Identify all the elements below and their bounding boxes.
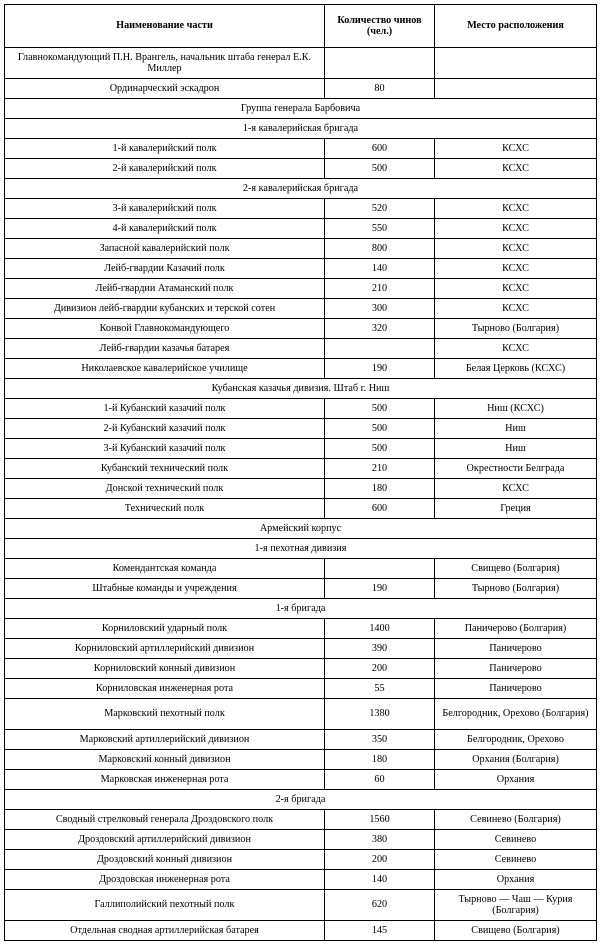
table-row xyxy=(5,479,597,499)
cell-location: Ниш xyxy=(435,419,597,439)
cell-name: Лейб-гвардии Казачий полк xyxy=(5,259,325,279)
cell-location: КСХС xyxy=(435,279,597,299)
cell-count: 500 xyxy=(325,439,435,459)
cell-name: 2-й кавалерийский полк xyxy=(5,159,325,179)
cell-location: Паничерово (Болгария) xyxy=(435,619,597,639)
cell-count: 500 xyxy=(325,159,435,179)
table-row xyxy=(5,639,597,659)
table-row xyxy=(5,770,597,790)
table-row xyxy=(5,79,597,99)
table-row xyxy=(5,459,597,479)
cell-location: Севинево xyxy=(435,830,597,850)
header-location: Место расположения xyxy=(435,5,597,48)
cell-count: 350 xyxy=(325,730,435,750)
section-title: Группа генерала Барбовича xyxy=(5,99,597,119)
cell-name: Марковский артиллерийский дивизион xyxy=(5,730,325,750)
cell-location: КСХС xyxy=(435,259,597,279)
cell-count: 145 xyxy=(325,921,435,941)
cell-location: КСХС xyxy=(435,219,597,239)
cell-name: Штабные команды и учреждения xyxy=(5,579,325,599)
cell-count: 210 xyxy=(325,279,435,299)
cell-location: Белгородник, Орехово xyxy=(435,730,597,750)
cell-name: Конвой Главнокомандующего xyxy=(5,319,325,339)
cell-name: Сводный стрелковый генерала Дроздовского полк xyxy=(5,810,325,830)
table-row xyxy=(5,810,597,830)
table-row xyxy=(5,359,597,379)
table-row xyxy=(5,659,597,679)
section-row xyxy=(5,519,597,539)
table-row xyxy=(5,139,597,159)
cell-location: КСХС xyxy=(435,339,597,359)
cell-location: КСХС xyxy=(435,139,597,159)
cell-location: Севинево xyxy=(435,850,597,870)
table-row xyxy=(5,499,597,519)
cell-count: 390 xyxy=(325,639,435,659)
table-row xyxy=(5,559,597,579)
section-row xyxy=(5,179,597,199)
cell-name: Ординарческий эскадрон xyxy=(5,79,325,99)
cell-location: Тырново (Болгария) xyxy=(435,319,597,339)
cell-location: Орхания xyxy=(435,770,597,790)
cell-count: 300 xyxy=(325,299,435,319)
section-title: 1-я кавалерийская бригада xyxy=(5,119,597,139)
table-row xyxy=(5,750,597,770)
cell-location: Орхания xyxy=(435,870,597,890)
cell-location: Ниш xyxy=(435,439,597,459)
cell-count: 500 xyxy=(325,419,435,439)
cell-name: Марковская инженерная рота xyxy=(5,770,325,790)
section-title: Кубанская казачья дивизия. Штаб г. Ниш xyxy=(5,379,597,399)
cell-count xyxy=(325,48,435,79)
table-row xyxy=(5,890,597,921)
cell-name: Лейб-гвардии Атаманский полк xyxy=(5,279,325,299)
table-row xyxy=(5,239,597,259)
cell-name: Главнокомандующий П.Н. Врангель, начальник штаба генерал Е.К. Миллер xyxy=(5,48,325,79)
cell-name: Дроздовский конный дивизион xyxy=(5,850,325,870)
cell-count: 140 xyxy=(325,259,435,279)
cell-count: 80 xyxy=(325,79,435,99)
cell-count: 600 xyxy=(325,139,435,159)
cell-count: 380 xyxy=(325,830,435,850)
cell-name: Корниловский ударный полк xyxy=(5,619,325,639)
cell-name: 3-й кавалерийский полк xyxy=(5,199,325,219)
cell-location: Тырново (Болгария) xyxy=(435,579,597,599)
cell-count: 210 xyxy=(325,459,435,479)
table-row xyxy=(5,339,597,359)
cell-name: Комендантская команда xyxy=(5,559,325,579)
cell-count xyxy=(325,339,435,359)
cell-location: Свищево (Болгария) xyxy=(435,559,597,579)
header-row xyxy=(5,5,597,48)
cell-location: Белгородник, Орехово (Болгария) xyxy=(435,699,597,730)
cell-count xyxy=(325,559,435,579)
table-row xyxy=(5,830,597,850)
section-row xyxy=(5,790,597,810)
table-row xyxy=(5,870,597,890)
table-row xyxy=(5,730,597,750)
table-row xyxy=(5,319,597,339)
section-row xyxy=(5,379,597,399)
cell-count: 800 xyxy=(325,239,435,259)
cell-name: Донской технический полк xyxy=(5,479,325,499)
table-row xyxy=(5,419,597,439)
cell-location: Паничерово xyxy=(435,639,597,659)
cell-name: Дивизион лейб-гвардии кубанских и терской сотен xyxy=(5,299,325,319)
cell-count: 190 xyxy=(325,359,435,379)
table-row xyxy=(5,439,597,459)
cell-count: 190 xyxy=(325,579,435,599)
section-row xyxy=(5,599,597,619)
table-row xyxy=(5,699,597,730)
cell-name: Кубанский технический полк xyxy=(5,459,325,479)
header-name: Наименование части xyxy=(5,5,325,48)
cell-location: Ниш (КСХС) xyxy=(435,399,597,419)
cell-location: Окрестности Белграда xyxy=(435,459,597,479)
cell-name: 2-й Кубанский казачий полк xyxy=(5,419,325,439)
cell-name: 3-й Кубанский казачий полк xyxy=(5,439,325,459)
cell-count: 140 xyxy=(325,870,435,890)
table-row xyxy=(5,921,597,941)
cell-name: Запасной кавалерийский полк xyxy=(5,239,325,259)
cell-name: 1-й кавалерийский полк xyxy=(5,139,325,159)
table-row xyxy=(5,299,597,319)
cell-count: 500 xyxy=(325,399,435,419)
section-title: 2-я бригада xyxy=(5,790,597,810)
cell-location: Свищево (Болгария) xyxy=(435,921,597,941)
table-row xyxy=(5,199,597,219)
table-body xyxy=(5,48,597,941)
cell-name: Корниловский артиллерийский дивизион xyxy=(5,639,325,659)
cell-count: 180 xyxy=(325,750,435,770)
section-title: Армейский корпус xyxy=(5,519,597,539)
cell-count: 550 xyxy=(325,219,435,239)
cell-count: 55 xyxy=(325,679,435,699)
section-row xyxy=(5,119,597,139)
cell-count: 1380 xyxy=(325,699,435,730)
cell-location: Паничерово xyxy=(435,659,597,679)
cell-name: 4-й кавалерийский полк xyxy=(5,219,325,239)
cell-location: КСХС xyxy=(435,239,597,259)
cell-count: 180 xyxy=(325,479,435,499)
table-row xyxy=(5,159,597,179)
table-row xyxy=(5,619,597,639)
table-row xyxy=(5,579,597,599)
cell-location: Севинево (Болгария) xyxy=(435,810,597,830)
cell-name: Отдельная сводная артиллерийская батарея xyxy=(5,921,325,941)
cell-count: 620 xyxy=(325,890,435,921)
section-title: 1-я пехотная дивизия xyxy=(5,539,597,559)
cell-name: Марковский пехотный полк xyxy=(5,699,325,730)
cell-location: КСХС xyxy=(435,199,597,219)
cell-name: Корниловский конный дивизион xyxy=(5,659,325,679)
cell-name: Технический полк xyxy=(5,499,325,519)
cell-name: Корниловская инженерная рота xyxy=(5,679,325,699)
cell-location: КСХС xyxy=(435,479,597,499)
cell-location: Тырново — Чаш — Курия (Болгария) xyxy=(435,890,597,921)
section-title: 1-я бригада xyxy=(5,599,597,619)
cell-count: 200 xyxy=(325,659,435,679)
table-row xyxy=(5,850,597,870)
cell-count: 60 xyxy=(325,770,435,790)
table-row xyxy=(5,48,597,79)
cell-count: 1400 xyxy=(325,619,435,639)
cell-location xyxy=(435,79,597,99)
cell-count: 520 xyxy=(325,199,435,219)
units-table xyxy=(4,4,597,941)
cell-name: Марковский конный дивизион xyxy=(5,750,325,770)
header-count: Количество чинов (чел.) xyxy=(325,5,435,48)
cell-name: Лейб-гвардии казачья батарея xyxy=(5,339,325,359)
cell-location: Паничерово xyxy=(435,679,597,699)
table-row xyxy=(5,219,597,239)
cell-location: Орхания (Болгария) xyxy=(435,750,597,770)
table-row xyxy=(5,279,597,299)
cell-count: 200 xyxy=(325,850,435,870)
cell-name: Дроздовский артиллерийский дивизион xyxy=(5,830,325,850)
cell-name: Дроздовская инженерная рота xyxy=(5,870,325,890)
table-row xyxy=(5,259,597,279)
cell-name: Галлиполийский пехотный полк xyxy=(5,890,325,921)
cell-location: КСХС xyxy=(435,159,597,179)
cell-location: Белая Церковь (КСХС) xyxy=(435,359,597,379)
section-title: 2-я кавалерийская бригада xyxy=(5,179,597,199)
cell-location xyxy=(435,48,597,79)
cell-name: 1-й Кубанский казачий полк xyxy=(5,399,325,419)
section-row xyxy=(5,99,597,119)
section-row xyxy=(5,539,597,559)
cell-count: 600 xyxy=(325,499,435,519)
cell-name: Николаевское кавалерийское училище xyxy=(5,359,325,379)
cell-location: Греция xyxy=(435,499,597,519)
cell-count: 320 xyxy=(325,319,435,339)
table-row xyxy=(5,679,597,699)
cell-location: КСХС xyxy=(435,299,597,319)
table-row xyxy=(5,399,597,419)
cell-count: 1560 xyxy=(325,810,435,830)
